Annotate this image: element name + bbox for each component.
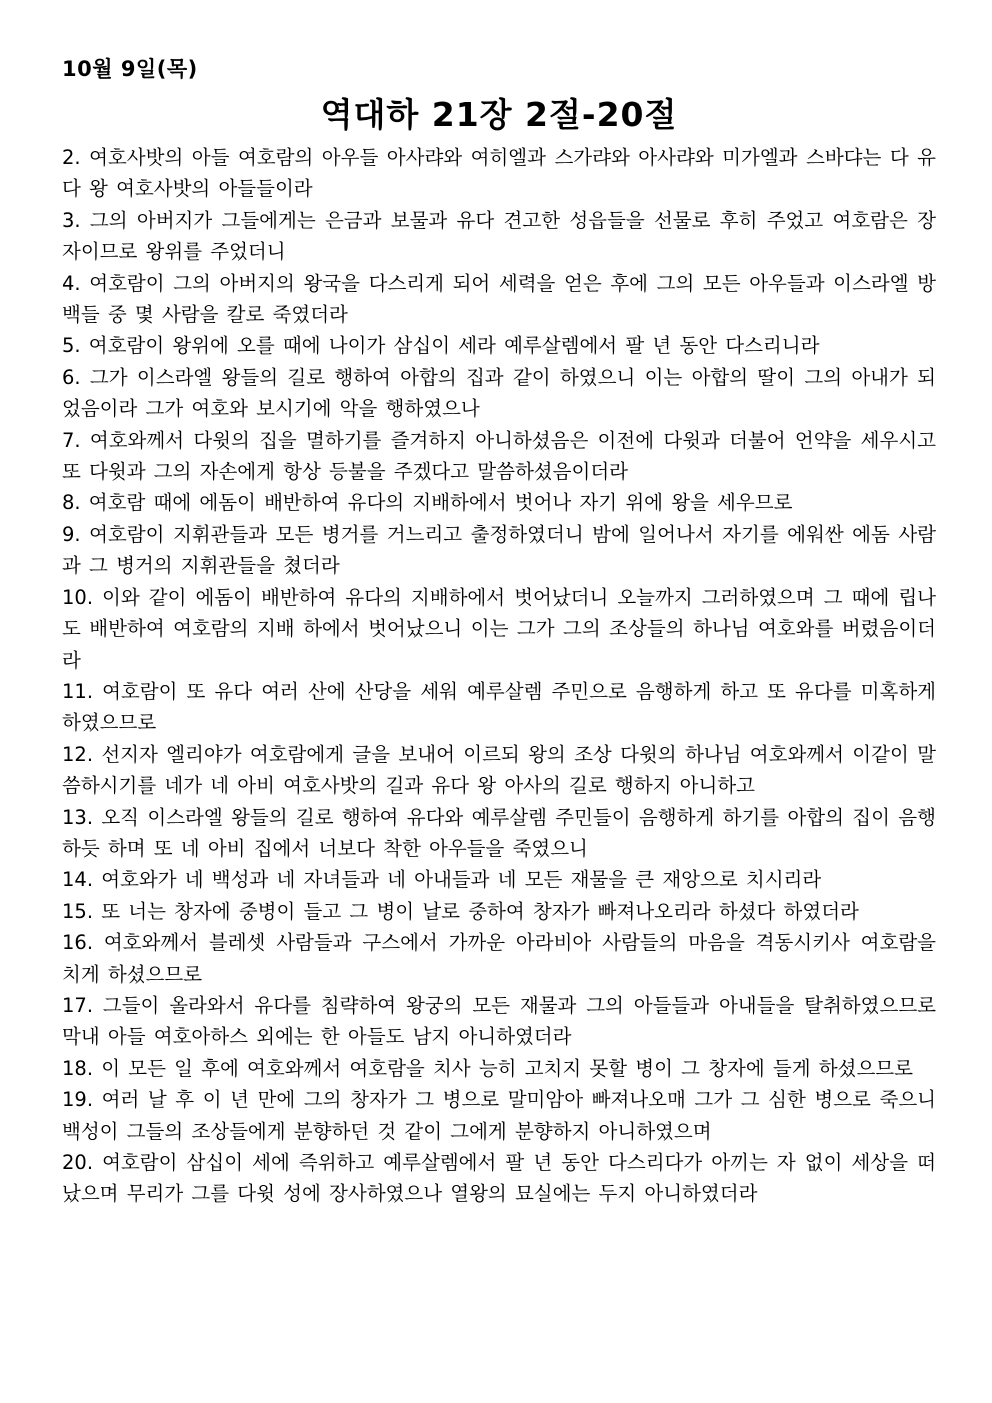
verse-5: 5. 여호람이 왕위에 오를 때에 나이가 삼십이 세라 예루살렘에서 팔 년 동안 다스리니라 (62, 334, 820, 358)
verse-20: 20. 여호람이 삼십이 세에 즉위하고 예루살렘에서 팔 년 동안 다스리다가 아끼는 자 없이 세상을 떠났으며 무리가 그를 다윗 성에 장사하였으나 열왕의 묘실에는 두지 아니하였더라 (62, 1151, 936, 1206)
verse-3: 3. 그의 아버지가 그들에게는 은금과 보물과 유다 견고한 성읍들을 선물로 후히 주었고 여호람은 장자이므로 왕위를 주었더니 (62, 208, 936, 264)
verse-11: 11. 여호람이 또 유다 여러 산에 산당을 세워 예루살렘 주민으로 음행하게 하고 또 유다를 미혹하게 하였으므로 (62, 679, 936, 735)
verse-18: 18. 이 모든 일 후에 여호와께서 여호람을 치사 능히 고치지 못할 병이 그 창자에 들게 하셨으므로 (62, 1056, 913, 1080)
verse-10: 10. 이와 같이 에돔이 배반하여 유다의 지배하에서 벗어났더니 오늘까지 그러하였으며 그 때에 립나도 배반하여 여호람의 지배 하에서 벗어났으니 이는 그가 그의 조상들의 하나님 여호와를 버렸음이더라 (62, 585, 936, 672)
verse-12: 12. 선지자 엘리야가 여호람에게 글을 보내어 이르되 왕의 조상 다윗의 하나님 여호와께서 이같이 말씀하시기를 네가 네 아비 여호사밧의 길과 유다 왕 아사의 길로 행하지 아니하고 (62, 742, 936, 798)
verse-4: 4. 여호람이 그의 아버지의 왕국을 다스리게 되어 세력을 얻은 후에 그의 모든 아우들과 이스라엘 방백들 중 몇 사람을 칼로 죽였더라 (62, 271, 936, 327)
verse-9: 9. 여호람이 지휘관들과 모든 병거를 거느리고 출정하였더니 밤에 일어나서 자기를 에워싼 에돔 사람과 그 병거의 지휘관들을 쳤더라 (62, 522, 936, 578)
verse-13: 13. 오직 이스라엘 왕들의 길로 행하여 유다와 예루살렘 주민들이 음행하게 하기를 아합의 집이 음행하듯 하며 또 네 아비 집에서 너보다 착한 아우들을 죽였으니 (62, 805, 936, 860)
verse-6: 6. 그가 이스라엘 왕들의 길로 행하여 아합의 집과 같이 하였으니 이는 아합의 딸이 그의 아내가 되었음이라 그가 여호와 보시기에 악을 행하였으나 (62, 365, 936, 421)
verse-15: 15. 또 너는 창자에 중병이 들고 그 병이 날로 중하여 창자가 빠져나오리라 하셨다 하였더라 (62, 899, 859, 923)
verse-7: 7. 여호와께서 다윗의 집을 멸하기를 즐겨하지 아니하셨음은 이전에 다윗과 더불어 언약을 세우시고 또 다윗과 그의 자손에게 항상 등불을 주겠다고 말씀하셨음이더라 (62, 428, 936, 484)
verse-17: 17. 그들이 올라와서 유다를 침략하여 왕궁의 모든 재물과 그의 아들들과 아내들을 탈취하였으므로 막내 아들 여호아하스 외에는 한 아들도 남지 아니하였더라 (62, 993, 936, 1049)
verse-2: 2. 여호사밧의 아들 여호람의 아우들 아사랴와 여히엘과 스가랴와 아사랴와 미가엘과 스바댜는 다 유다 왕 여호사밧의 아들들이라 (62, 146, 936, 201)
verse-8: 8. 여호람 때에 에돔이 배반하여 유다의 지배하에서 벗어나 자기 위에 왕을 세우므로 (62, 491, 793, 515)
verse-list (62, 142, 936, 1210)
verse-19: 19. 여러 날 후 이 년 만에 그의 창자가 그 병으로 말미암아 빠져나오매 그가 그 심한 병으로 죽으니 백성이 그들의 조상들에게 분향하던 것 같이 그에게 분향하지 아니하였으며 (62, 1088, 936, 1143)
reading-date: 10월 9일(목) (62, 57, 198, 81)
verse-16: 16. 여호와께서 블레셋 사람들과 구스에서 가까운 아라비아 사람들의 마음을 격동시키사 여호람을 치게 하셨으므로 (62, 931, 936, 986)
page-title: 역대하 21장 2절-20절 (320, 95, 678, 134)
verse-14: 14. 여호와가 네 백성과 네 자녀들과 네 아내들과 네 모든 재물을 큰 재앙으로 치시리라 (62, 868, 822, 892)
